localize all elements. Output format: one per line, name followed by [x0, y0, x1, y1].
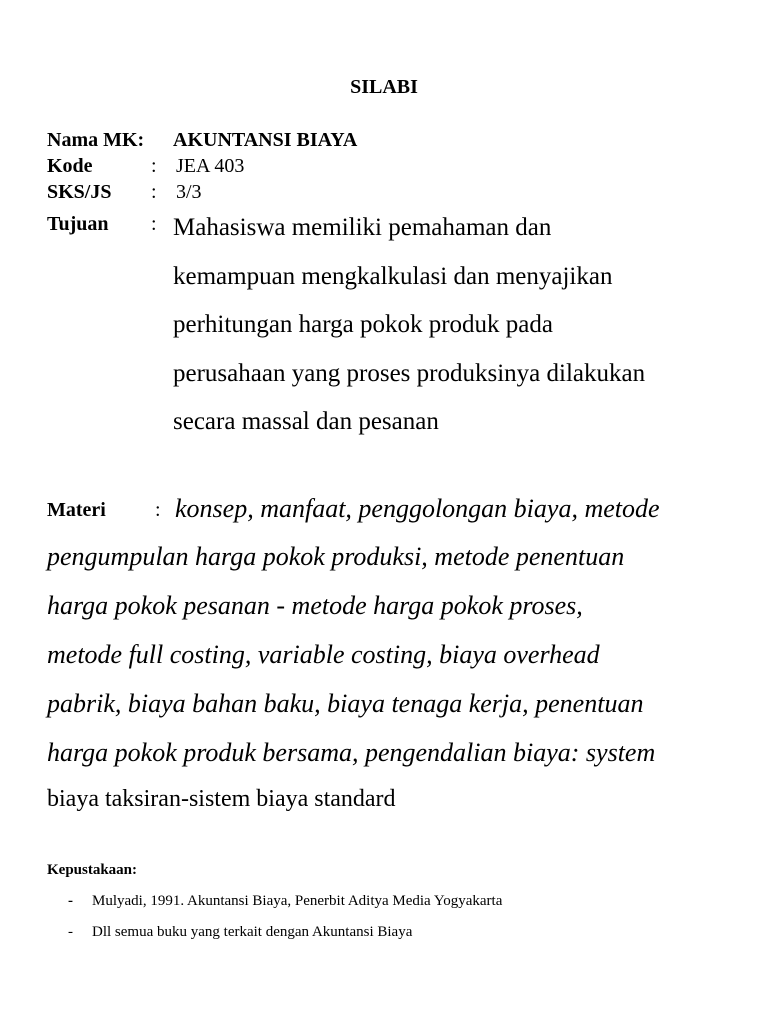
- materi-label: Materi: [47, 499, 106, 521]
- nama-mk-value: AKUNTANSI BIAYA: [173, 129, 358, 151]
- nama-mk-label: Nama MK:: [47, 129, 145, 151]
- materi-line: harga pokok pesanan - metode harga pokok proses,: [47, 591, 583, 620]
- reference-text: Mulyadi, 1991. Akuntansi Biaya, Penerbit Aditya Media Yogyakarta: [92, 893, 503, 909]
- materi-line: harga pokok produk bersama, pengendalian biaya: system: [47, 738, 656, 767]
- sks-colon: :: [151, 181, 157, 203]
- kode-label: Kode: [47, 155, 93, 177]
- reference-item: [68, 893, 502, 910]
- materi-line: pengumpulan harga pokok produksi, metode penentuan: [47, 542, 625, 571]
- tujuan-text: [173, 204, 743, 447]
- sks-label: SKS/JS: [47, 181, 112, 203]
- bullet-dash: -: [68, 893, 73, 909]
- materi-line: pabrik, biaya bahan baku, biaya tenaga kerja, penentuan: [47, 689, 644, 718]
- bullet-dash: -: [68, 924, 73, 940]
- materi-line: metode full costing, variable costing, biaya overhead: [47, 640, 600, 669]
- sks-value: 3/3: [176, 181, 202, 203]
- tujuan-line: kemampuan mengkalkulasi dan menyajikan: [173, 262, 613, 290]
- tujuan-line: Mahasiswa memiliki pemahaman dan: [173, 214, 552, 241]
- tujuan-colon: :: [151, 213, 157, 235]
- materi-line: biaya taksiran-sistem biaya standard: [47, 786, 396, 812]
- kode-colon: :: [151, 155, 157, 177]
- reference-text: Dll semua buku yang terkait dengan Akuntansi Biaya: [92, 924, 413, 940]
- tujuan-line: perusahaan yang proses produksinya dilakukan: [173, 359, 646, 387]
- kepustakaan-title: Kepustakaan:: [47, 862, 138, 878]
- materi-line: konsep, manfaat, penggolongan biaya, metode: [175, 494, 660, 523]
- reference-item: [68, 924, 412, 941]
- kode-value: JEA 403: [176, 155, 245, 177]
- tujuan-line: perhitungan harga pokok produk pada: [173, 311, 553, 338]
- materi-colon: :: [155, 499, 161, 521]
- tujuan-line: secara massal dan pesanan: [173, 408, 439, 435]
- document-title: SILABI: [350, 76, 418, 98]
- tujuan-label: Tujuan: [47, 213, 109, 235]
